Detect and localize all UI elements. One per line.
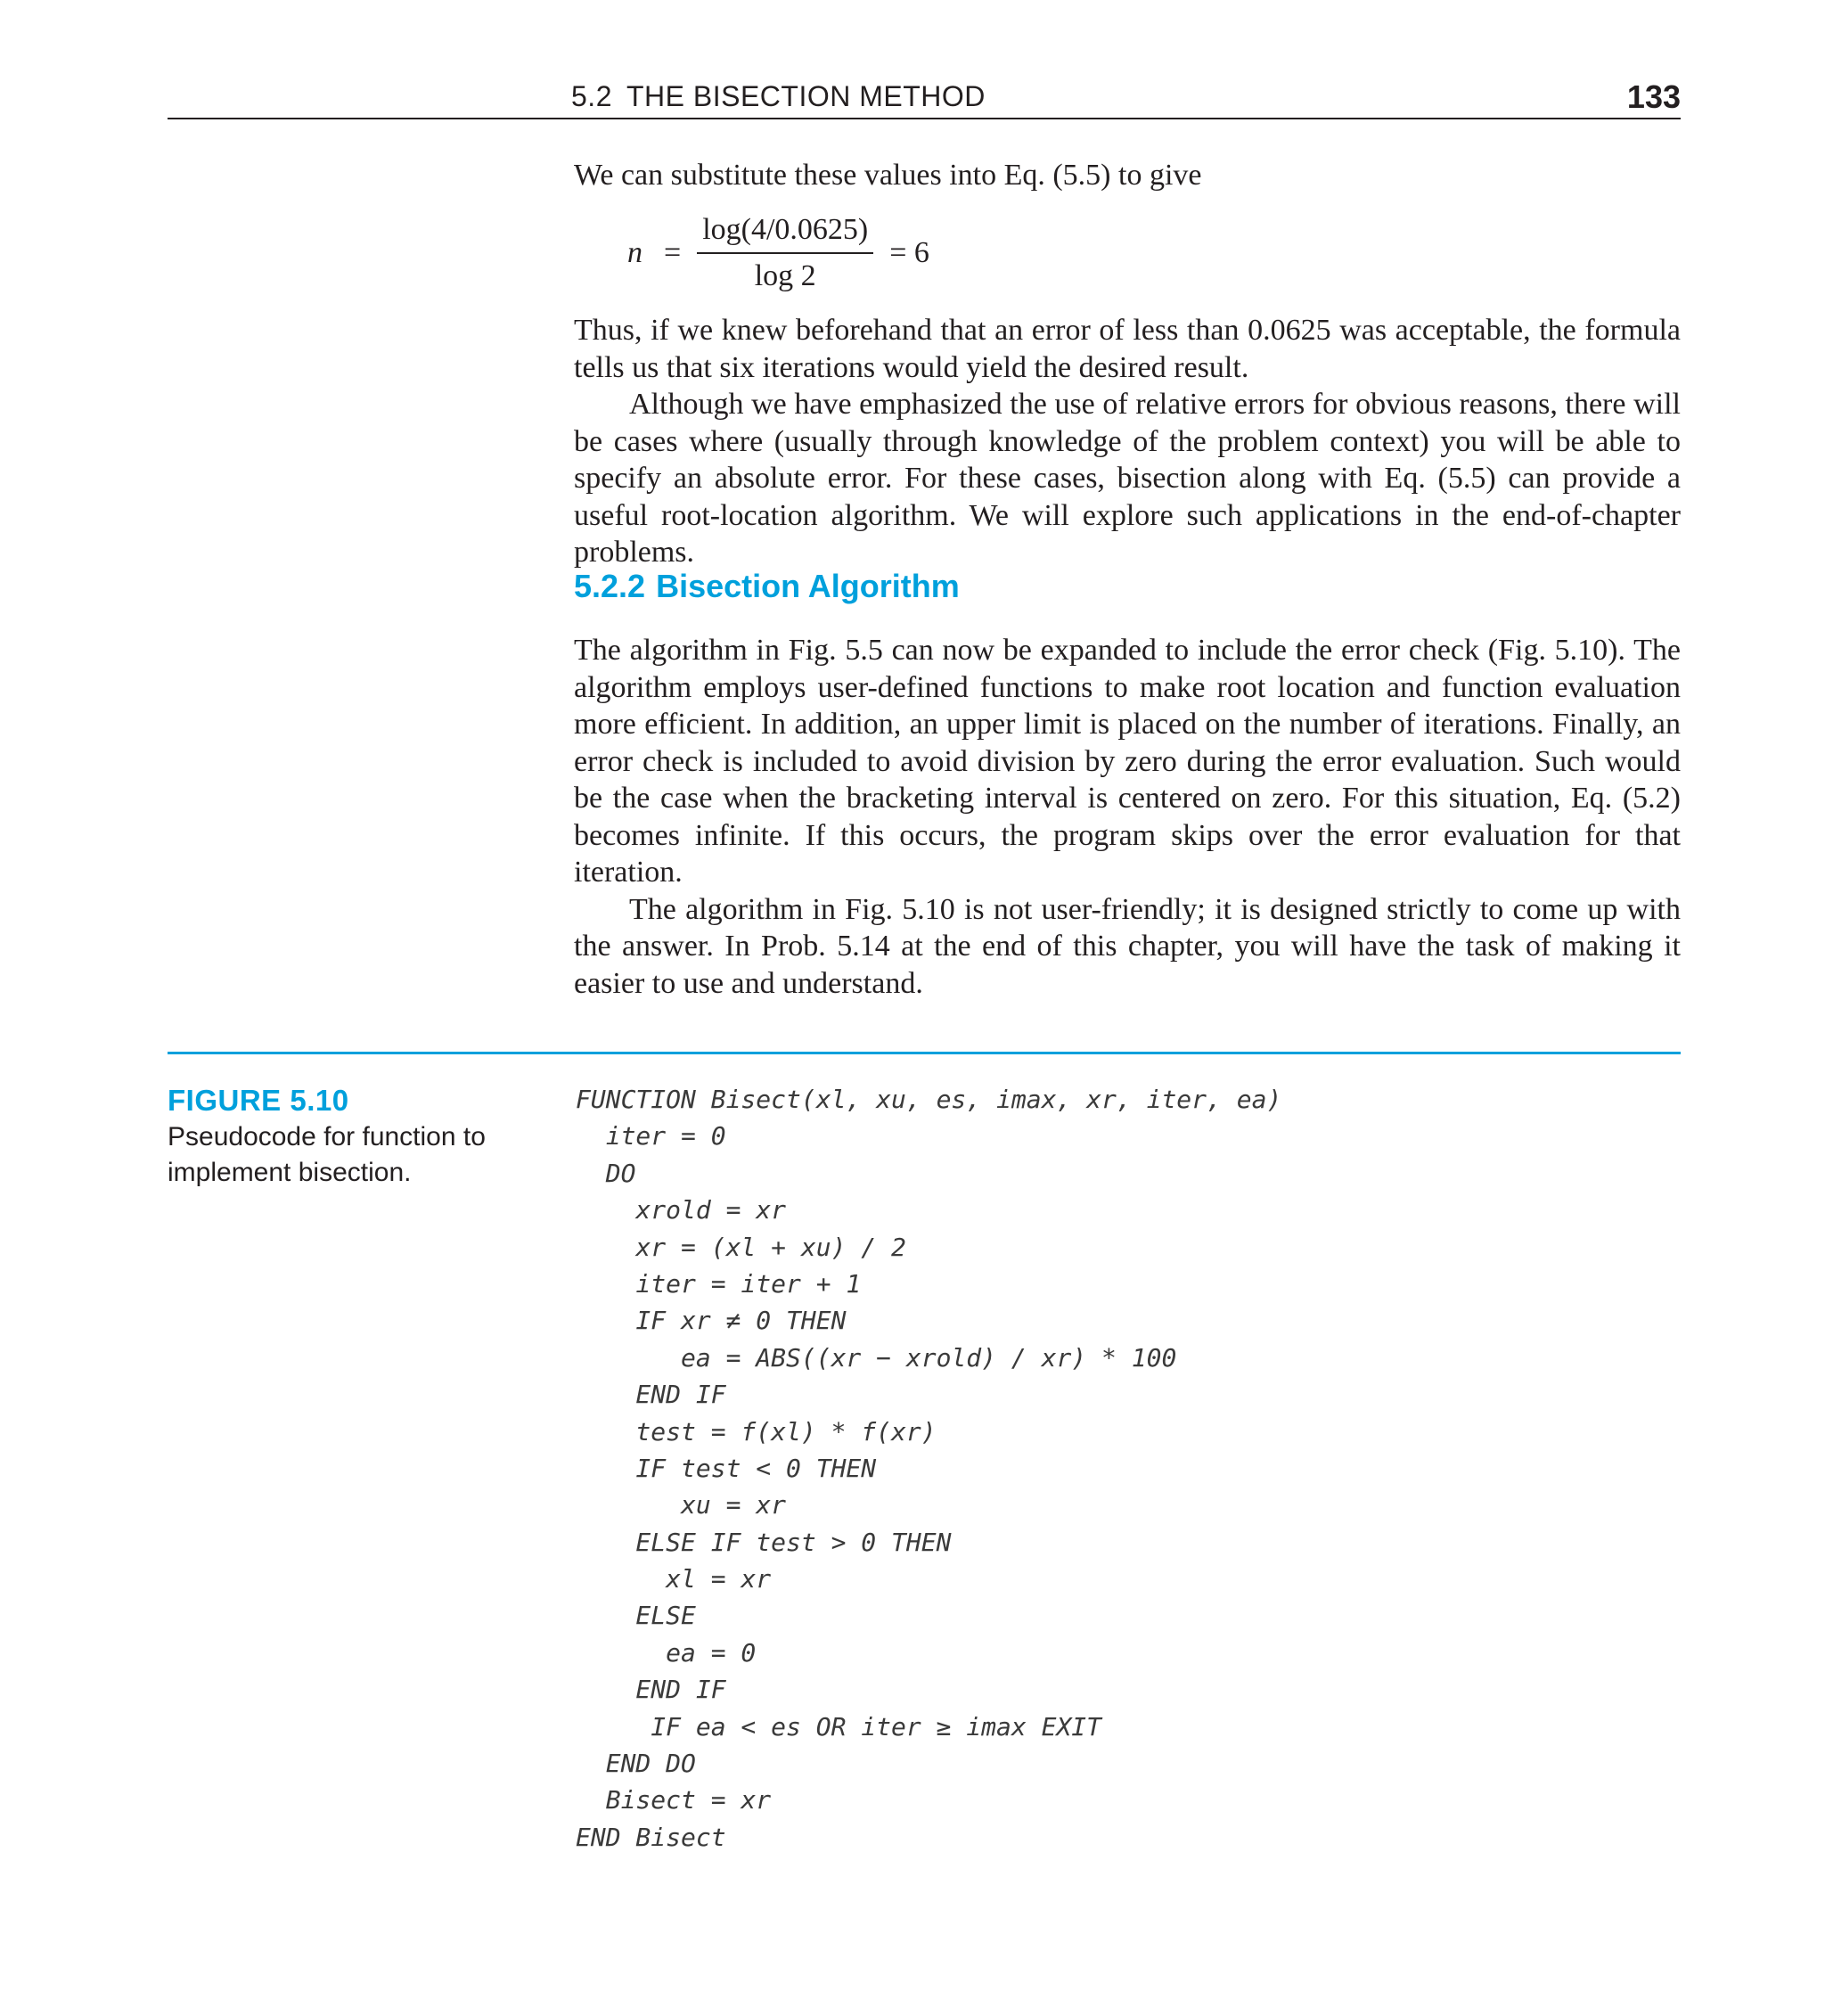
code-line: xl = xr (576, 1564, 772, 1594)
running-head-section-title: THE BISECTION METHOD (626, 80, 986, 112)
code-line: iter = 0 (576, 1121, 726, 1151)
code-line: xr = (xl + xu) / 2 (576, 1232, 906, 1262)
code-line: Bisect = xr (576, 1785, 772, 1815)
code-line: IF ea < es OR iter ≥ imax EXIT (576, 1711, 1102, 1741)
paragraph: Although we have emphasized the use of relative errors for obvious reasons, there will be cases where (usually through knowledge of the problem context) you will be able to specify an absolute error. For these cases, bisection along with Eq. (5.5) can provide a useful root-location algorithm. We will explore such applications in the end-of-chapter problems. (574, 388, 1681, 569)
equation-result: = 6 (889, 236, 929, 269)
code-line: IF xr ≠ 0 THEN (576, 1306, 847, 1336)
code-line: IF test < 0 THEN (576, 1453, 877, 1483)
equation-denominator: log 2 (754, 259, 816, 292)
code-line: xu = xr (576, 1490, 787, 1520)
figure-caption: Pseudocode for function to implement bisection. (168, 1122, 486, 1187)
paragraph: The algorithm in Fig. 5.5 can now be expanded to include the error check (Fig. 5.10). The algorithm employs user-defined functions to make root location and function evaluation more efficient. In addition, an upper limit is placed on the number of iterations. Finally, an error check is included to avoid division by zero during the error evaluation. Such would be the case when the bracketing interval is centered on zero. For this situation, Eq. (5.2) becomes infinite. If this occurs, the program skips over the error evaluation for that iteration. (574, 634, 1681, 889)
equation-iterations (627, 210, 940, 296)
code-line: test = f(xl) * f(xr) (576, 1416, 937, 1446)
code-line: ea = ABS((xr − xrold) / xr) * 100 (576, 1342, 1177, 1373)
code-line: ea = 0 (576, 1637, 757, 1668)
equation-equals: = (664, 236, 682, 269)
code-line: DO (576, 1158, 636, 1188)
equation-numerator: log(4/0.0625) (702, 213, 869, 246)
pseudocode-block (576, 1081, 1281, 1856)
text-block-before-heading (574, 312, 1681, 571)
running-head (571, 80, 986, 113)
figure-rule (168, 1052, 1681, 1054)
code-line: END IF (576, 1380, 726, 1410)
code-line: END Bisect (576, 1822, 726, 1852)
paragraph: Thus, if we knew beforehand that an error of less than 0.0625 was acceptable, the formula tells us that six iterations would yield the desired result. (574, 314, 1681, 384)
code-line: ELSE IF test > 0 THEN (576, 1527, 952, 1557)
code-line: END DO (576, 1749, 696, 1779)
code-line: ELSE (576, 1601, 696, 1631)
code-line: iter = iter + 1 (576, 1268, 862, 1299)
equation-lhs: n (627, 236, 642, 269)
code-line: xrold = xr (576, 1195, 787, 1225)
header-rule (168, 118, 1681, 119)
page-number: 133 (1626, 78, 1681, 115)
running-head-section-number: 5.2 (571, 80, 612, 112)
code-line: END IF (576, 1675, 726, 1705)
intro-paragraph: We can substitute these values into Eq. (5.5) to give (574, 159, 1202, 192)
subsection-number: 5.2.2 (574, 568, 646, 604)
subsection-title: Bisection Algorithm (656, 568, 960, 604)
subsection-heading (574, 568, 960, 605)
equation-fraction (697, 213, 873, 293)
text-block-after-heading (574, 632, 1681, 1002)
code-line: FUNCTION Bisect(xl, xu, es, imax, xr, iter, ea) (576, 1085, 1282, 1114)
figure-label: FIGURE 5.10 (168, 1084, 349, 1117)
paragraph: The algorithm in Fig. 5.10 is not user-friendly; it is designed strictly to come up with the answer. In Prob. 5.14 at the end of this chapter, you will have the task of making it easier to use and understand. (574, 892, 1681, 1000)
